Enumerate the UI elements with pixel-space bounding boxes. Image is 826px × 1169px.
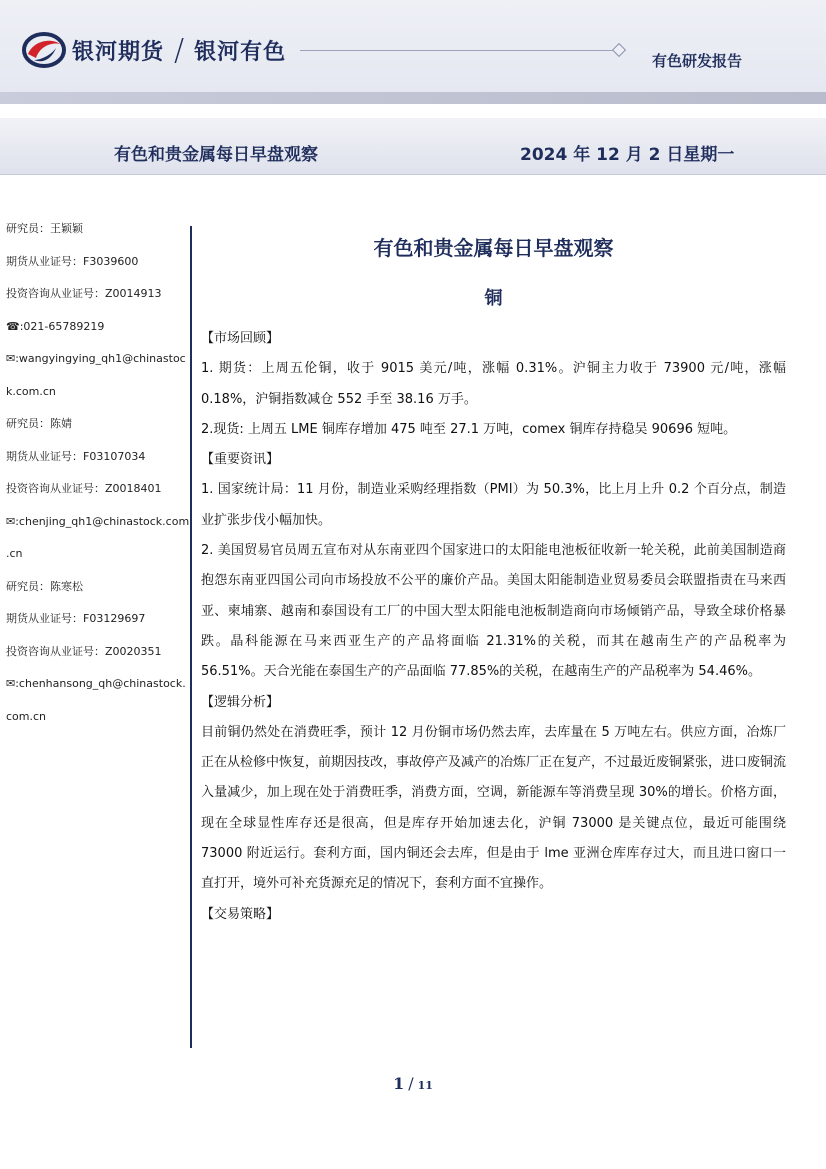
page-number — [0, 1074, 826, 1093]
analyst-info-line: k.com.cn — [6, 384, 56, 398]
report-type: 有色研发报告 — [652, 52, 743, 70]
analyst-sidebar — [6, 213, 190, 733]
analyst-info-line: ✉:wangyingying_qh1@chinastoc — [6, 352, 186, 365]
report-title-banner: 有色和贵金属每日早盘观察 — [114, 145, 318, 165]
report-date: 2024 年 12 月 2 日星期一 — [520, 145, 735, 165]
section-heading: 【重要资讯】 — [201, 452, 280, 468]
analyst-info-line: ✉:chenjing_qh1@chinastock.com — [6, 514, 190, 528]
analyst-info-line: 期货从业证号：F03107034 — [6, 449, 146, 463]
analyst-info-line: 研究员：陈婧 — [6, 417, 72, 430]
paragraph: 2. 美国贸易官员周五宣布对从东南亚四个国家进口的太阳能电池板征收新一轮关税，此前美国制造商抱怨东南亚四国公司向市场投放不公平的廉价产品。美国太阳能制造业贸易委员会联盟指责在马来西亚、柬埔寨、越南和泰国设有工厂的中国大型太阳能电池板制造商向市场倾销产品，导致全球价格暴跌。晶科能源在马来西亚生产的产品将面临 21.31%的关税，而其在越南生产的产品税率为 56.51%。天合光能在泰国生产的产品面临 77.85%的关税，在越南生产的产品税率为 54.46%。 — [201, 543, 786, 680]
page-separator: / — [408, 1074, 414, 1093]
brand-logo — [22, 30, 286, 70]
paragraph: 目前铜仍然处在消费旺季，预计 12 月份铜市场仍然去库，去库量在 5 万吨左右。供应方面，冶炼厂正在从检修中恢复，前期因技改，事故停产及减产的冶炼厂正在复产，不过最近废铜紧张，进口废铜流入量减少，加上现在处于消费旺季，消费方面，空调，新能源车等消费呈现 30%的增长。价格方面，现在全球显性库存还是很高，但是库存开始加速去化，沪铜 73000 是关键点位，最近可能围绕 73000 附近运行。套利方面，国内铜还会去库，但是由于 lme 亚洲仓库库存过大，而且进口窗口一直打开，境外可补充货源充足的情况下，套利方面不宜操作。 — [201, 724, 787, 892]
analyst-info-line: 研究员：陈寒松 — [6, 579, 83, 593]
paragraph: 1. 期货：上周五伦铜，收于 9015 美元/吨，涨幅 0.31%。沪铜主力收于 73900 元/吨，涨幅 0.18%，沪铜指数减仓 552 手至 38.16 万手。 — [201, 361, 786, 407]
section-heading: 【逻辑分析】 — [201, 694, 280, 710]
header-rule — [300, 50, 620, 51]
content-blocks — [201, 324, 786, 930]
brand-name: 银河期货 — [72, 39, 165, 65]
total-pages: 11 — [417, 1079, 433, 1092]
paragraph: 1. 国家统计局：11 月份，制造业采购经理指数（PMI）为 50.3%，比上月上升 0.2 个百分点，制造业扩张步伐小幅加快。 — [201, 482, 786, 528]
analyst-info-line: ✉:chenhansong_qh@chinastock. — [6, 677, 186, 690]
brand-separator: / — [174, 32, 185, 68]
section-heading: 【交易策略】 — [201, 906, 280, 922]
analyst-info-line: 研究员：王颖颖 — [6, 222, 83, 235]
galaxy-logo-icon — [22, 30, 66, 70]
analyst-info-line: ☎:021-65789219 — [6, 319, 105, 333]
analyst-info-line: com.cn — [6, 709, 47, 723]
section-title: 铜 — [484, 288, 503, 309]
current-page: 1 — [393, 1074, 405, 1093]
analyst-info-line: 期货从业证号：F3039600 — [6, 254, 139, 268]
analyst-info-line: 投资咨询从业证号：Z0018401 — [6, 482, 162, 495]
brand-subname: 银河有色 — [194, 39, 287, 65]
column-divider — [190, 226, 192, 1048]
analyst-info-line: 投资咨询从业证号：Z0014913 — [6, 287, 162, 300]
paragraph: 2.现货: 上周五 LME 铜库存增加 475 吨至 27.1 万吨，comex 铜库存持稳吴 90696 短吨。 — [201, 421, 737, 437]
analyst-info-line: .cn — [6, 547, 23, 560]
main-content — [201, 228, 786, 930]
analyst-info-line: 期货从业证号：F03129697 — [6, 612, 146, 625]
analyst-info-line: 投资咨询从业证号：Z0020351 — [6, 644, 162, 658]
section-heading: 【市场回顾】 — [201, 331, 280, 346]
document-title: 有色和贵金属每日早盘观察 — [373, 236, 614, 260]
